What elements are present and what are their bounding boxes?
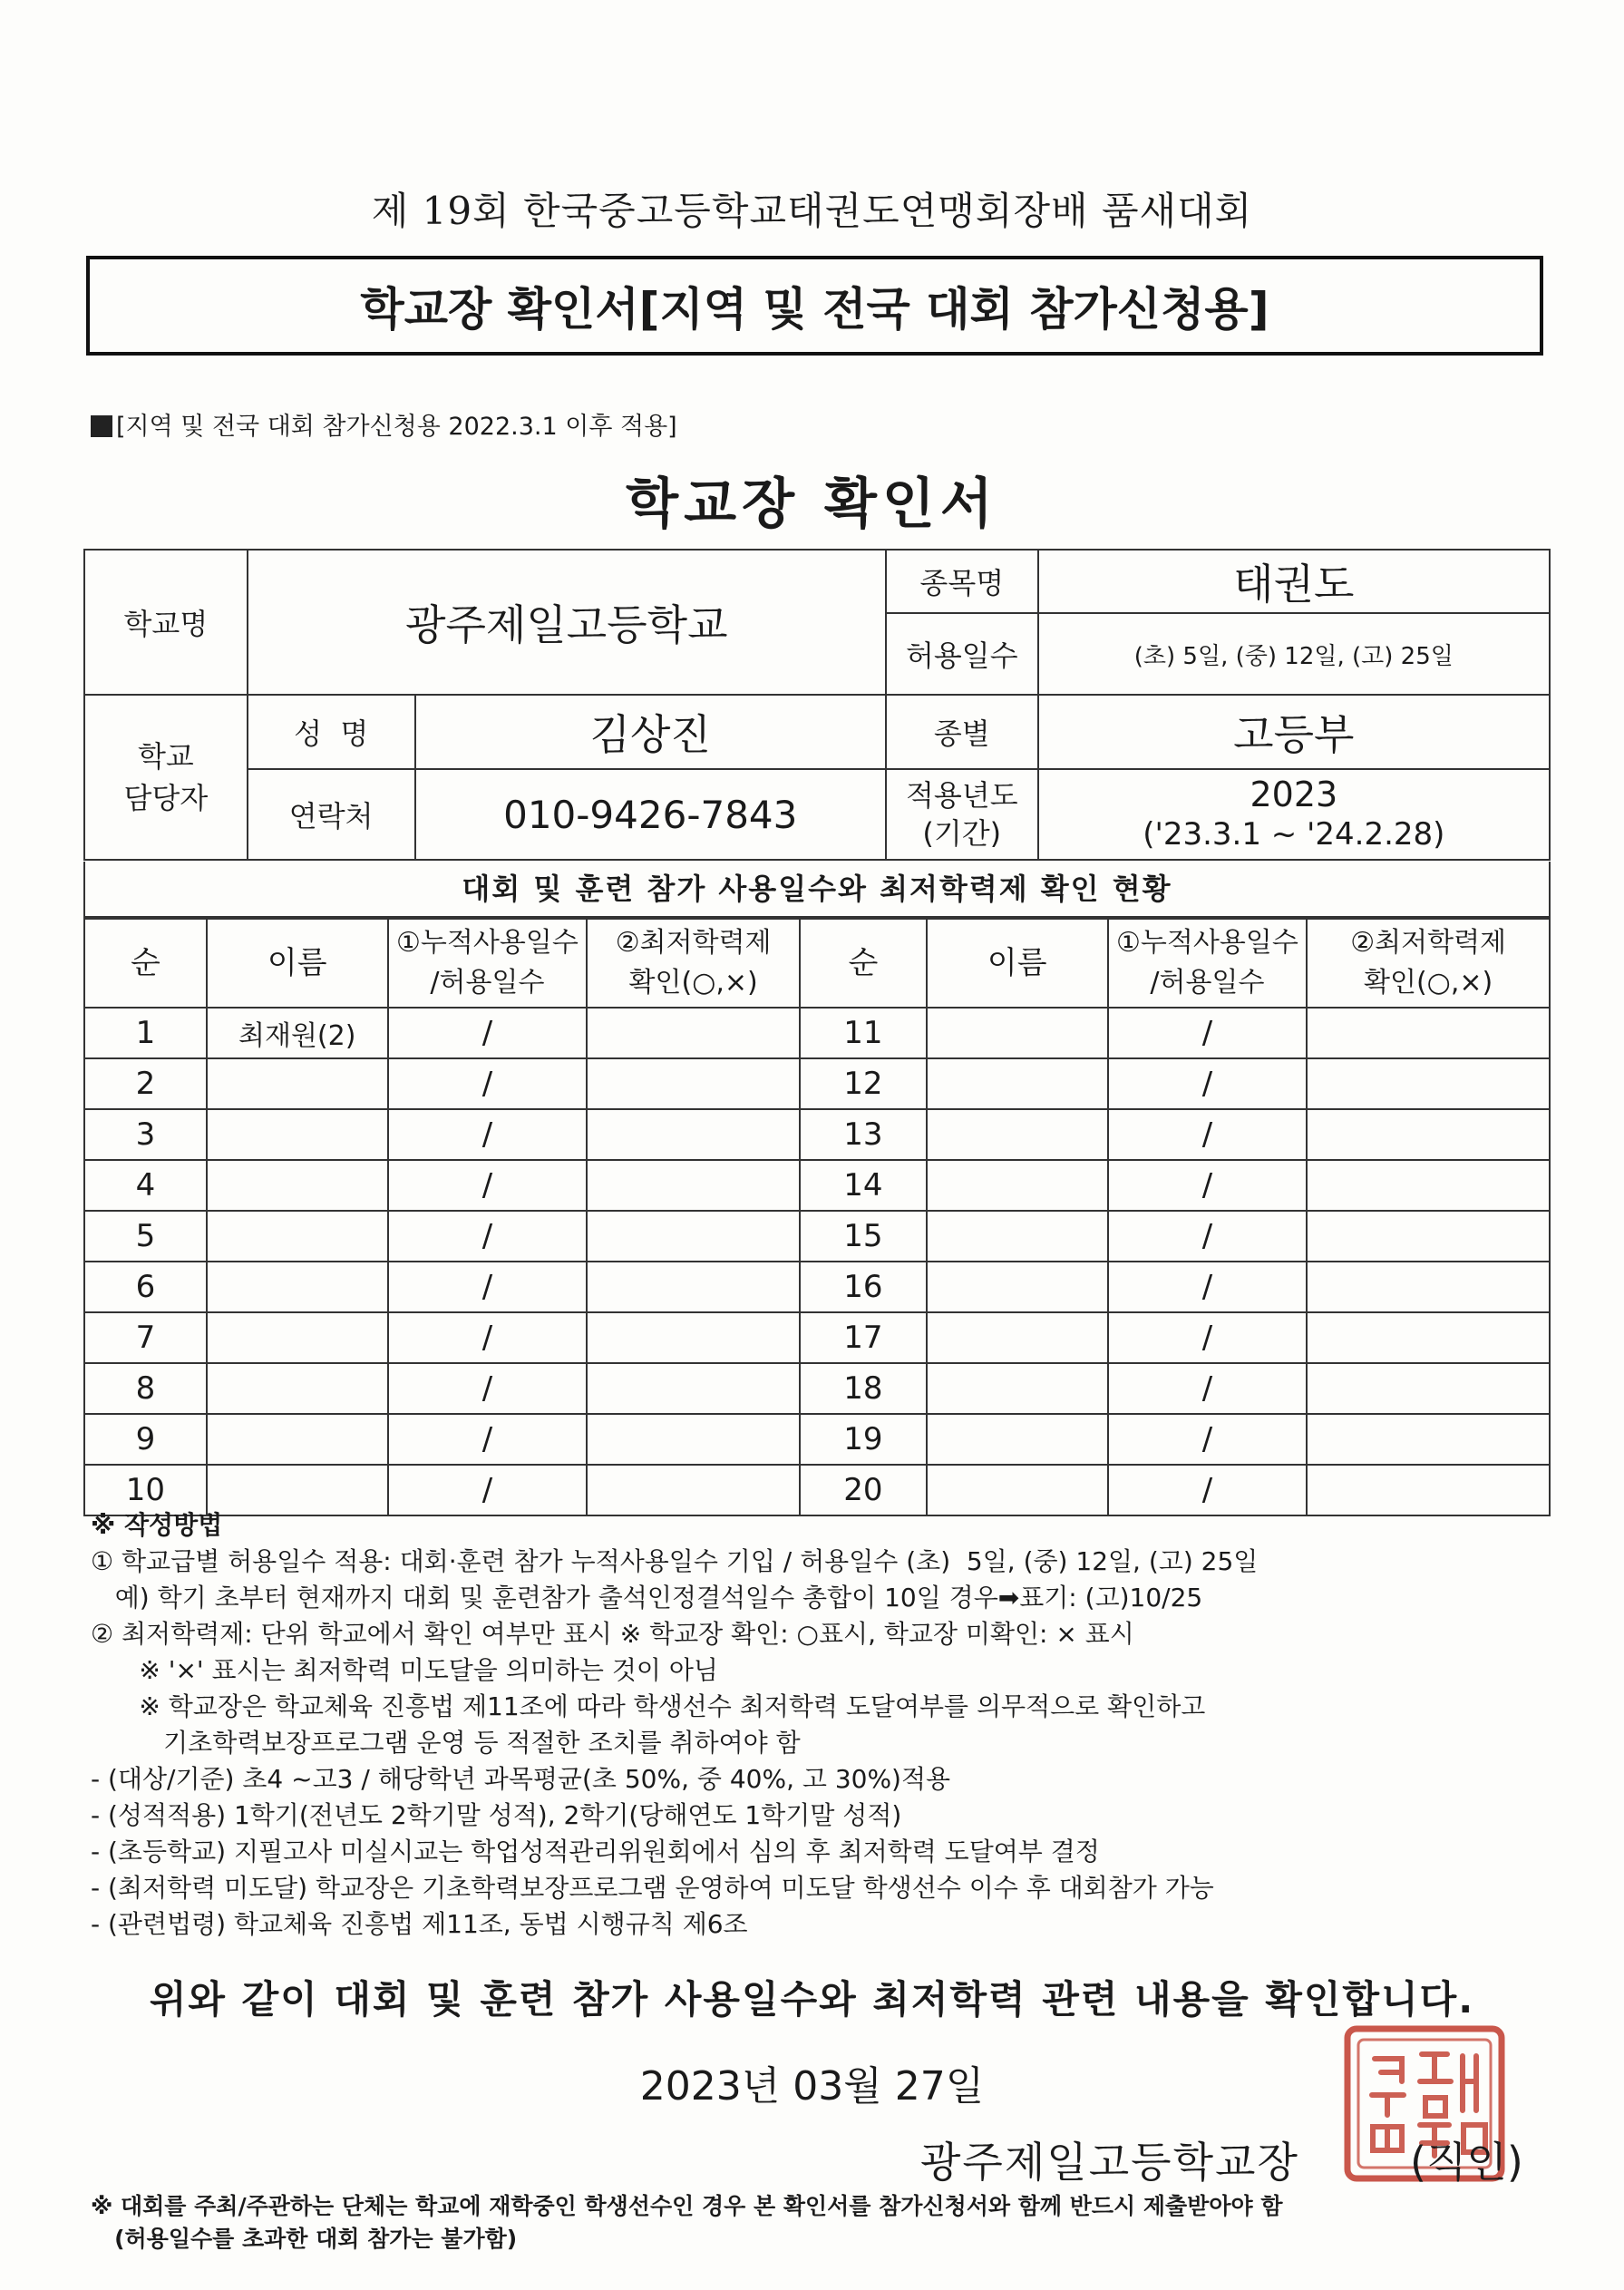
instructions-heading: ※ 작성방법	[91, 1510, 223, 1540]
seal-label: (직인)	[1410, 2138, 1523, 2187]
row-check-right	[1307, 1008, 1550, 1058]
row-check-right	[1307, 1363, 1550, 1414]
school-label: 학교명	[84, 550, 248, 695]
table-row	[84, 1363, 1550, 1414]
year-cell	[1038, 769, 1550, 860]
row-no-right: 13	[800, 1109, 927, 1160]
row-name-left	[207, 1211, 388, 1262]
row-days-right: /	[1108, 1312, 1308, 1363]
row-days-right: /	[1108, 1465, 1308, 1515]
section-title: 대회 및 훈련 참가 사용일수와 최저학력제 확인 현황	[83, 862, 1551, 918]
writing-instructions	[91, 1507, 1551, 1943]
row-name-right	[927, 1160, 1108, 1211]
row-check-right	[1307, 1312, 1550, 1363]
allowed-days-label: 허용일수	[886, 613, 1038, 695]
row-check-right	[1307, 1160, 1550, 1211]
event-label: 종목명	[886, 550, 1038, 613]
row-days-left: /	[388, 1211, 588, 1262]
header-check-right	[1307, 919, 1550, 1008]
row-days-right: /	[1108, 1211, 1308, 1262]
row-name-right	[927, 1262, 1108, 1312]
row-check-left	[587, 1160, 800, 1211]
allowed-days-value: (초) 5일, (중) 12일, (고) 25일	[1038, 613, 1550, 695]
table-row	[84, 1109, 1550, 1160]
event-value: 태권도	[1038, 550, 1550, 613]
row-name-left	[207, 1160, 388, 1211]
square-bullet-icon	[91, 415, 112, 437]
header-check-left-line2: 확인(○,×)	[628, 967, 758, 999]
row-days-left: /	[388, 1363, 588, 1414]
instruction-line: 예) 학기 초부터 현재까지 대회 및 훈련참가 출석인정결석일수 총합이 10일 경우➡표기: (고)10/25	[91, 1583, 1203, 1613]
row-days-left: /	[388, 1160, 588, 1211]
row-check-left	[587, 1058, 800, 1109]
row-days-right: /	[1108, 1262, 1308, 1312]
row-no-left: 7	[84, 1312, 207, 1363]
row-days-left: /	[388, 1109, 588, 1160]
row-check-right	[1307, 1109, 1550, 1160]
name-value: 김상진	[415, 695, 886, 769]
instruction-line: 기초학력보장프로그램 운영 등 적절한 조치를 취하여야 함	[91, 1728, 801, 1758]
header-days-left-line1: ①누적사용일수	[396, 927, 579, 959]
row-name-right	[927, 1109, 1108, 1160]
row-name-left: 최재원(2)	[207, 1008, 388, 1058]
contact-value: 010-9426-7843	[415, 769, 886, 860]
roster-header-row	[84, 919, 1550, 1008]
row-no-left: 5	[84, 1211, 207, 1262]
header-days-left-line2: /허용일수	[430, 967, 545, 999]
row-no-left: 6	[84, 1262, 207, 1312]
header-days-right-line1: ①누적사용일수	[1116, 927, 1298, 959]
header-no-right: 순	[800, 919, 927, 1008]
row-name-right	[927, 1008, 1108, 1058]
row-check-left	[587, 1312, 800, 1363]
row-name-right	[927, 1058, 1108, 1109]
division-label: 종별	[886, 695, 1038, 769]
year-value: 2023	[1250, 775, 1338, 814]
header-check-left-line1: ②최저학력제	[615, 927, 772, 959]
row-name-left	[207, 1312, 388, 1363]
instruction-line: - (초등학교) 지필고사 미실시교는 학업성적관리위원회에서 심의 후 최저학력 도달여부 결정	[91, 1837, 1100, 1866]
boxed-title-text: 학교장 확인서[지역 및 전국 대회 참가신청용]	[360, 283, 1269, 336]
roster-table	[83, 918, 1551, 1516]
contact-label: 연락처	[248, 769, 415, 860]
table-row	[84, 1262, 1550, 1312]
header-days-left	[388, 919, 588, 1008]
table-row	[84, 1312, 1550, 1363]
row-name-left	[207, 1109, 388, 1160]
row-name-left	[207, 1363, 388, 1414]
footer-note	[91, 2190, 1560, 2256]
instruction-line: ※ 학교장은 학교체육 진흥법 제11조에 따라 학생선수 최저학력 도달여부를 의무적으로 확인하고	[91, 1691, 1206, 1721]
row-no-right: 20	[800, 1465, 927, 1515]
row-no-left: 8	[84, 1363, 207, 1414]
row-days-left: /	[388, 1262, 588, 1312]
year-label-line2: (기간)	[922, 816, 1002, 851]
row-no-right: 18	[800, 1363, 927, 1414]
table-row	[84, 1058, 1550, 1109]
row-check-left	[587, 1262, 800, 1312]
header-days-right-line2: /허용일수	[1150, 967, 1265, 999]
row-no-right: 12	[800, 1058, 927, 1109]
boxed-title	[86, 256, 1543, 356]
header-check-right-line1: ②최저학력제	[1350, 927, 1507, 959]
row-name-right	[927, 1211, 1108, 1262]
row-days-left: /	[388, 1465, 588, 1515]
row-days-right: /	[1108, 1160, 1308, 1211]
instruction-line: - (최저학력 미도달) 학교장은 기초학력보장프로그램 운영하여 미도달 학생선수 이수 후 대회참가 가능	[91, 1873, 1214, 1903]
header-check-left	[587, 919, 800, 1008]
division-value: 고등부	[1038, 695, 1550, 769]
row-no-left: 3	[84, 1109, 207, 1160]
row-check-left	[587, 1109, 800, 1160]
instruction-line: - (관련법령) 학교체육 진흥법 제11조, 동법 시행규칙 제6조	[91, 1909, 748, 1939]
footer-line: (허용일수를 초과한 대회 참가는 불가함)	[91, 2226, 518, 2252]
row-name-left	[207, 1058, 388, 1109]
applicability-note	[91, 406, 677, 442]
row-days-right: /	[1108, 1363, 1308, 1414]
row-no-left: 4	[84, 1160, 207, 1211]
header-name-left: 이름	[207, 919, 388, 1008]
header-check-right-line2: 확인(○,×)	[1364, 967, 1493, 999]
row-check-right	[1307, 1058, 1550, 1109]
table-row	[84, 1160, 1550, 1211]
row-check-left	[587, 1211, 800, 1262]
row-no-right: 14	[800, 1160, 927, 1211]
row-no-right: 11	[800, 1008, 927, 1058]
row-name-left	[207, 1414, 388, 1465]
row-check-left	[587, 1363, 800, 1414]
row-days-left: /	[388, 1058, 588, 1109]
period-value: ('23.3.1 ~ '24.2.28)	[1143, 816, 1445, 853]
table-row	[84, 1008, 1550, 1058]
row-days-left: /	[388, 1008, 588, 1058]
row-name-right	[927, 1414, 1108, 1465]
row-name-right	[927, 1363, 1108, 1414]
row-no-left: 10	[84, 1465, 207, 1515]
row-check-right	[1307, 1262, 1550, 1312]
year-label	[886, 769, 1038, 860]
issue-date: 2023년 03월 27일	[639, 2063, 985, 2110]
row-no-right: 16	[800, 1262, 927, 1312]
row-check-right	[1307, 1414, 1550, 1465]
header-name-right: 이름	[927, 919, 1108, 1008]
row-no-left: 2	[84, 1058, 207, 1109]
instruction-line: - (대상/기준) 초4 ~고3 / 해당학년 과목평균(초 50%, 중 40%, 고 30%)적용	[91, 1764, 951, 1794]
row-days-left: /	[388, 1312, 588, 1363]
row-no-left: 9	[84, 1414, 207, 1465]
name-label: 성 명	[248, 695, 415, 769]
applicability-note-text: [지역 및 전국 대회 참가신청용 2022.3.1 이후 적용]	[116, 413, 677, 441]
header-no-left: 순	[84, 919, 207, 1008]
principal-signature: 광주제일고등학교장	[920, 2138, 1299, 2187]
row-no-right: 19	[800, 1414, 927, 1465]
header-days-right	[1108, 919, 1308, 1008]
form-title: 학교장 확인서	[626, 473, 998, 536]
instruction-line: - (성적적용) 1학기(전년도 2학기말 성적), 2학기(당해연도 1학기말 성적)	[91, 1800, 902, 1830]
footer-line: ※ 대회를 주최/주관하는 단체는 학교에 재학중인 학생선수인 경우 본 확인서를 참가신청서와 함께 반드시 제출받아야 함	[91, 2193, 1283, 2219]
row-check-right	[1307, 1211, 1550, 1262]
row-name-right	[927, 1312, 1108, 1363]
row-days-right: /	[1108, 1058, 1308, 1109]
instruction-line: ① 학교급별 허용일수 적용: 대회·훈련 참가 누적사용일수 기입 / 허용일수 (초) 5일, (중) 12일, (고) 25일	[91, 1546, 1259, 1576]
row-days-right: /	[1108, 1109, 1308, 1160]
school-value: 광주제일고등학교	[248, 550, 886, 695]
confirmation-statement: 위와 같이 대회 및 훈련 참가 사용일수와 최저학력 관련 내용을 확인합니다.	[149, 1977, 1475, 2022]
row-days-left: /	[388, 1414, 588, 1465]
row-no-right: 15	[800, 1211, 927, 1262]
row-name-left	[207, 1262, 388, 1312]
row-days-right: /	[1108, 1414, 1308, 1465]
table-row	[84, 1211, 1550, 1262]
info-table	[83, 549, 1551, 861]
row-check-left	[587, 1414, 800, 1465]
instruction-line: ② 최저학력제: 단위 학교에서 확인 여부만 표시 ※ 학교장 확인: ○표시, 학교장 미확인: × 표시	[91, 1619, 1134, 1649]
table-row	[84, 1414, 1550, 1465]
manager-label: 학교 담당자	[84, 695, 248, 860]
row-check-left	[587, 1008, 800, 1058]
contest-title: 제 19회 한국중고등학교태권도연맹회장배 품새대회	[371, 189, 1253, 233]
row-no-right: 17	[800, 1312, 927, 1363]
instruction-line: ※ '×' 표시는 최저학력 미도달을 의미하는 것이 아님	[91, 1655, 718, 1685]
row-no-left: 1	[84, 1008, 207, 1058]
year-label-line1: 적용년도	[905, 778, 1018, 813]
row-days-right: /	[1108, 1008, 1308, 1058]
